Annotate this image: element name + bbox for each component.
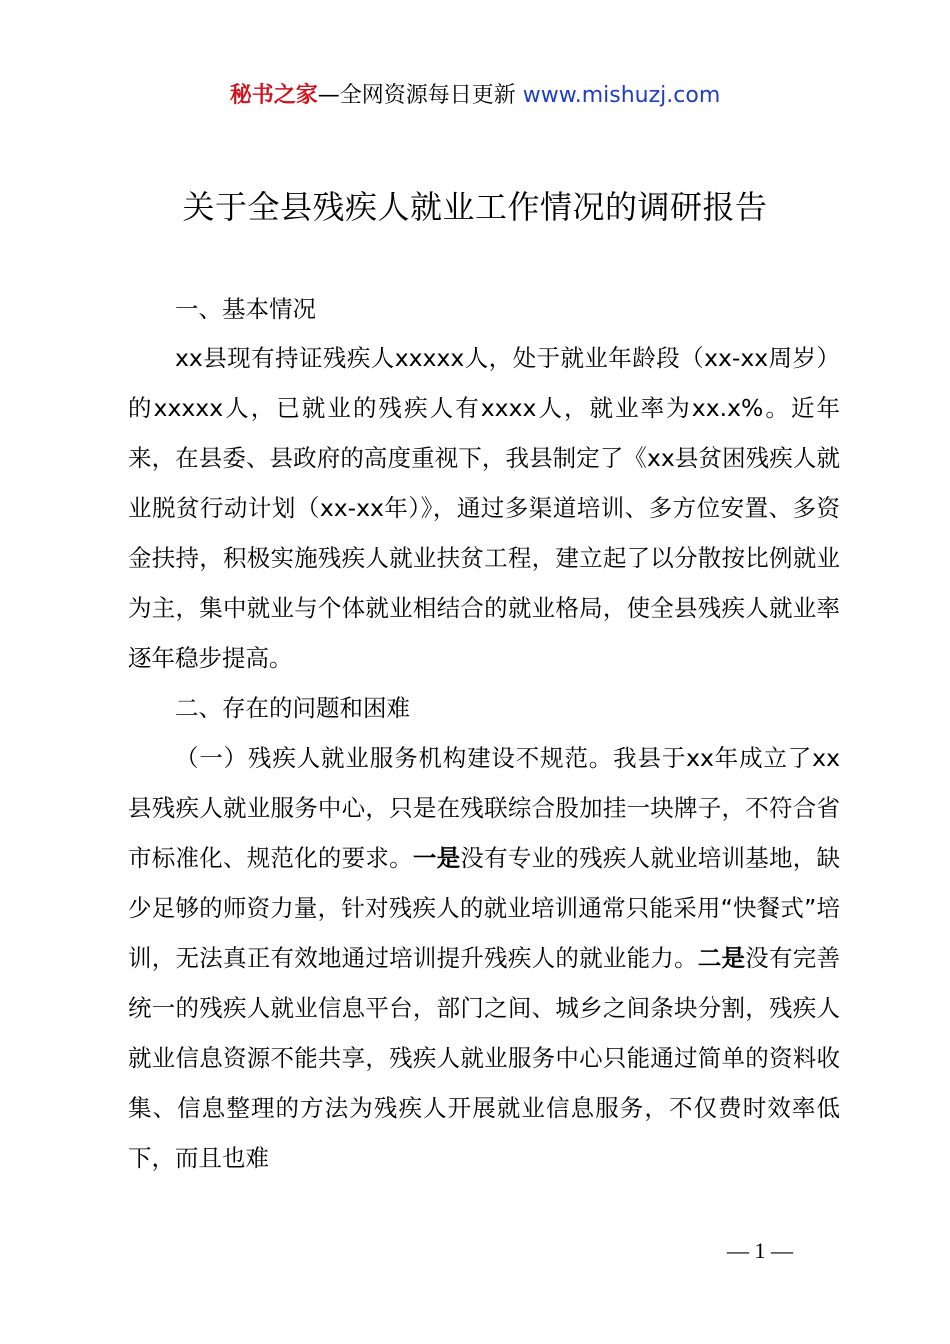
header-separator: —	[317, 83, 340, 108]
site-url-link[interactable]: www.mishuzj.com	[522, 83, 721, 108]
header-tagline: 全网资源每日更新	[339, 83, 523, 108]
point-two-label: 二是	[697, 944, 746, 972]
paragraph-basic-situation: xx县现有持证残疾人xxxxx人，处于就业年龄段（xx-xx周岁）的xxxxx人，已就业的残疾人有xxxx人，就业率为xx.x%。近年来，在县委、县政府的高度重视下，我县制定了《xx县贫困残疾人就业脱贫行动计划（xx-xx年）》，通过多渠道培训、多方位安置、多资金扶持，积极实施残疾人就业扶贫工程，建立起了以分散按比例就业为主，集中就业与个体就业相结合的就业格局，使全县残疾人就业率逐年稳步提高。	[128, 344, 840, 672]
section-heading-problems: 二、存在的问题和困难	[175, 694, 410, 722]
paragraph-problems	[128, 733, 840, 1183]
point-one-text: 没有专业的残疾人就业培训基地，缺少足够的师资力量，针对残疾人的就业培训通常只能采用“快餐式”培训，无法真正有效地通过培训提升残疾人的就业能力。	[128, 844, 841, 972]
paragraph-problems-intro: （一）残疾人就业服务机构建设不规范。我县于xx年成立了xx县残疾人就业服务中心，只是在残联综合股加挂一块牌子，不符合省市标准化、规范化的要求。	[128, 744, 840, 872]
document-title: 关于全县残疾人就业工作情况的调研报告	[182, 188, 768, 226]
site-header	[0, 78, 950, 109]
page-number: — 1 —	[727, 1238, 793, 1263]
point-two-text: 没有完善统一的残疾人就业信息平台，部门之间、城乡之间条块分割，残疾人就业信息资源不能共享，残疾人就业服务中心只能通过简单的资料收集、信息整理的方法为残疾人开展就业信息服务，不仅费时效率低下，而且也难	[128, 944, 841, 1172]
point-one-label: 一是	[412, 844, 461, 872]
section-heading-basic: 一、基本情况	[175, 295, 316, 323]
brand-name: 秘书之家	[229, 83, 318, 108]
